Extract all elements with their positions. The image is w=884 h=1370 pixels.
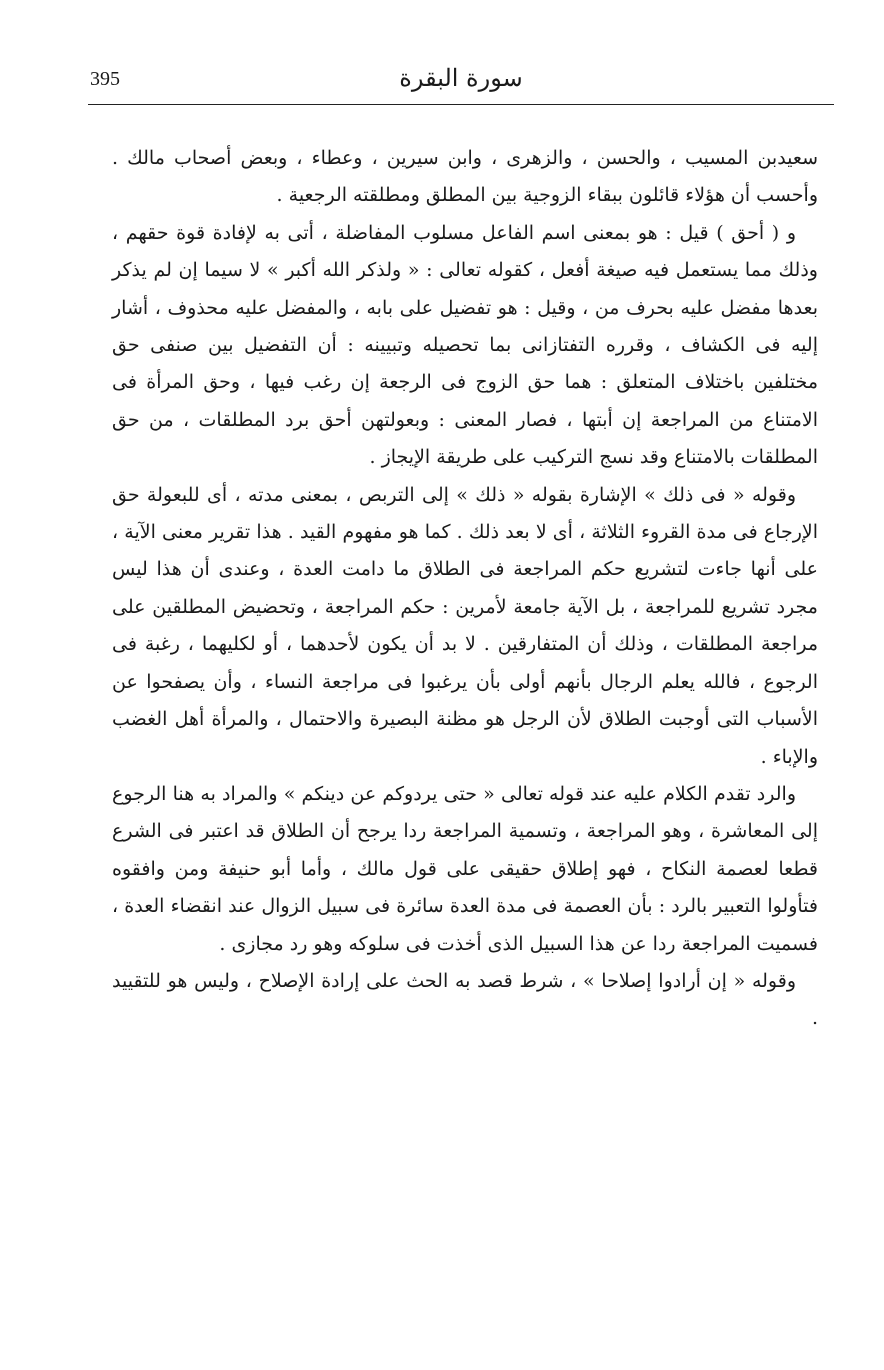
header-rule <box>88 104 834 105</box>
surah-title: سورة البقرة <box>399 64 523 92</box>
page-header <box>90 62 832 102</box>
paragraph: وقوله « فى ذلك » الإشارة بقوله « ذلك » إلى التربص ، بمعنى مدته ، أى للبعولة حق الإرجاع فى مدة القروء الثلاثة ، أى لا بعد ذلك . كما هو مفهوم القيد . هذا تقرير معنى الآية ، على أنها جاءت لتشريع حكم المراجعة فى الطلاق ما دامت العدة ، وعندى أن هذا ليس مجرد تشريع للمراجعة ، بل الآية جامعة لأمرين : حكم المراجعة ، وتحضيض المطلقين على مراجعة المطلقات ، وذلك أن المتفارقين . لا بد أن يكون لأحدهما ، أو لكليهما ، رغبة فى الرجوع ، فالله يعلم الرجال بأنهم أولى بأن يرغبوا فى مراجعة النساء ، وأن يصفحوا عن الأسباب التى أوجبت الطلاق لأن الرجل هو مظنة البصيرة والاحتمال ، والمرأة أهل الغضب والإباء . <box>112 483 818 768</box>
paragraph: والرد تقدم الكلام عليه عند قوله تعالى « حتى يردوكم عن دينكم » والمراد به هنا الرجوع إلى المعاشرة ، وهو المراجعة ، وتسمية المراجعة ردا يرجح أن الطلاق قد اعتبر فى الشرع قطعا لعصمة النكاح ، فهو إطلاق حقيقى على قول مالك ، وأما أبو حنيفة ومن وافقوه فتأولوا التعبير بالرد : بأن العصمة فى مدة العدة سائرة فى سبيل الزوال عند انقضاء العدة ، فسميت المراجعة ردا عن هذا السبيل الذى أخذت فى سلوكه وهو رد مجازى . <box>112 782 818 955</box>
paragraph: وقوله « إن أرادوا إصلاحا » ، شرط قصد به الحث على إرادة الإصلاح ، وليس هو للتقييد . <box>112 969 818 1030</box>
paragraph: سعيدبن المسيب ، والحسن ، والزهرى ، وابن سيرين ، وعطاء ، وبعض أصحاب مالك . وأحسب أن هؤلاء قائلون ببقاء الزوجية بين المطلق ومطلقته الرجعية . <box>112 147 818 207</box>
page-body <box>112 140 818 1038</box>
page-number: 395 <box>90 68 120 90</box>
paragraph: و ( أحق ) قيل : هو بمعنى اسم الفاعل مسلوب المفاضلة ، أتى به لإفادة قوة حقهم ، وذلك مما يستعمل فيه صيغة أفعل ، كقوله تعالى : « ولذكر الله أكبر » لا سيما إن لم يذكر بعدها مفضل عليه بحرف من ، وقيل : هو تفضيل على بابه ، والمفضل عليه محذوف ، أشار إليه فى الكشاف ، وقرره التفتازانى بما تحصيله وتبيينه : أن التفضيل بين صنفى حق مختلفين باختلاف المتعلق : هما حق الزوج فى الرجعة إن رغب فيها ، وحق المرأة فى الامتناع من المراجعة إن أبتها ، فصار المعنى : وبعولتهن أحق برد المطلقات ، من حق المطلقات بالامتناع وقد نسج التركيب على طريقة الإيجاز . <box>112 221 818 469</box>
